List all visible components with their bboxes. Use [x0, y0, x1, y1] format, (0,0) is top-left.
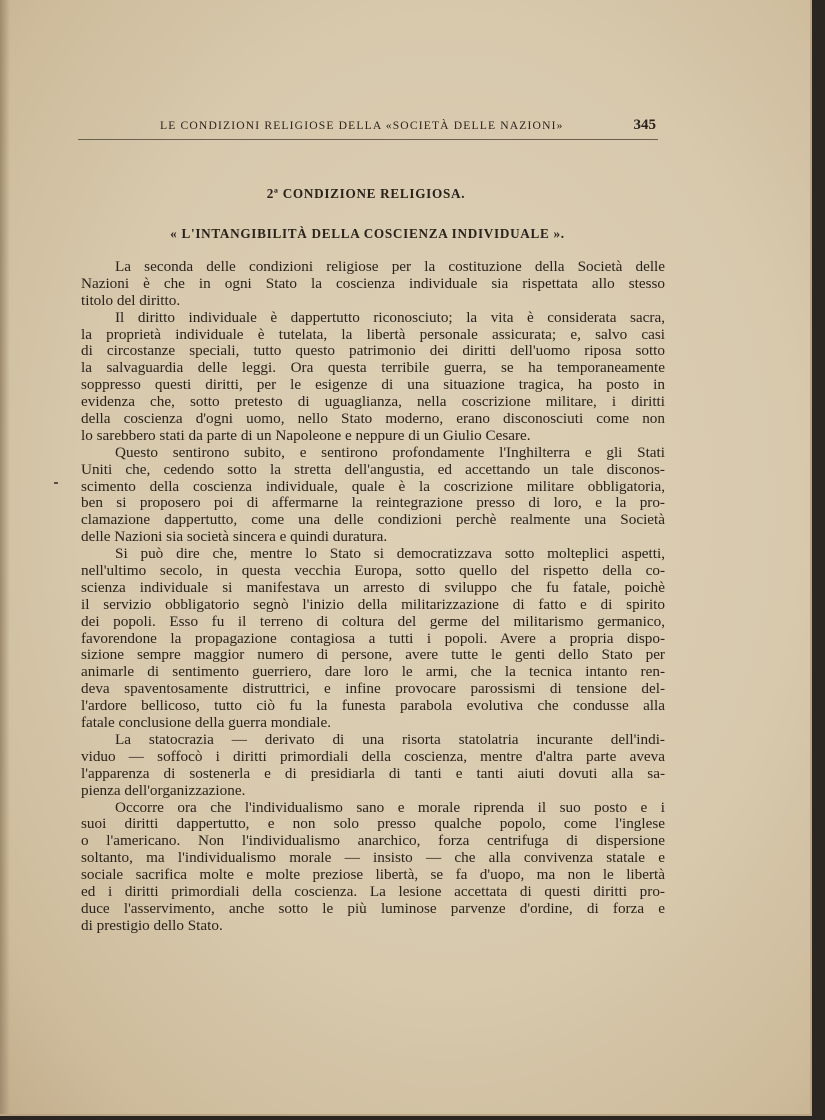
section-heading: 2ª CONDIZIONE RELIGIOSA. [266, 186, 466, 201]
text-line: scienza individuale si manifestava un arresto di sviluppo che fu fatale, poichè [81, 578, 665, 596]
text-line: Uniti che, cedendo sotto la stretta dell'angustia, ed accettando un tale disconos- [81, 460, 665, 478]
page-number: 345 [633, 117, 656, 133]
text-line: La statocrazia — derivato di una risorta statolatria incurante dell'indi- [115, 730, 665, 748]
text-line: deva spaventosamente distruttrici, e infine provocare parossismi di tensione del- [81, 680, 665, 698]
text-line: fatale conclusione della guerra mondiale. [81, 714, 332, 732]
running-head [78, 117, 658, 140]
text-line: delle Nazioni sia società sincera e quindi duratura. [81, 528, 388, 546]
text-line: duce l'asservimento, anche sotto le più luminose parvenze d'ordine, di forza e [81, 899, 665, 917]
text-line: Questo sentirono subito, e sentirono profondamente l'Inghilterra e gli Stati [115, 443, 665, 461]
text-line: o l'americano. Non l'individualismo anarchico, forza centrifuga di dispersione [81, 832, 665, 850]
body-text [81, 259, 665, 935]
text-line: favorendone la propagazione contagiosa a tutti i popoli. Avere a propria dispo- [81, 629, 665, 647]
text-line: pienza dell'organizzazione. [81, 781, 246, 799]
text-line: Nazioni è che in ogni Stato la coscienza individuale sia rispettata allo stesso [81, 274, 665, 292]
text-line: Il diritto individuale è dappertutto riconosciuto; la vita è considerata sacra, [115, 308, 665, 326]
text-line: nell'ultimo secolo, in questa vecchia Europa, sotto quello del rispetto della co- [81, 562, 665, 580]
text-line: Occorre ora che l'individualismo sano e morale riprenda il suo posto e i [115, 798, 665, 816]
text-line: la salvaguardia delle leggi. Ora questa terribile guerra, se ha temporaneamente [81, 359, 665, 377]
text-line: ed i diritti primordiali della coscienza. La lesione accettata di questi diritti pro- [81, 882, 665, 900]
text-line: soppresso questi diritti, per le esigenze di una situazione tragica, ha posto in [81, 376, 665, 394]
running-title: LE CONDIZIONI RELIGIOSE DELLA «SOCIETÀ DELLE NAZIONI» [160, 119, 564, 132]
text-line: suoi diritti dappertutto, e non solo presso qualche popolo, come l'inglese [81, 815, 665, 833]
text-line: della coscienza d'ogni uomo, nello Stato moderno, erano disconosciuti come non [81, 410, 665, 428]
text-line: evidenza che, sotto pretesto di uguaglianza, nella coscrizione militare, i diritti [81, 393, 665, 411]
text-line: il servizio obbligatorio segnò l'inizio della militarizzazione di fatto e di spirito [81, 595, 665, 613]
text-line: La seconda delle condizioni religiose per la costituzione della Società delle [115, 258, 665, 275]
text-line: la proprietà individuale è tutelata, la libertà personale assicurata; e, salvo casi [81, 325, 665, 343]
text-line: sizione sempre maggior numero di persone, avere tutte le genti dello Stato per [81, 646, 665, 664]
text-line: di prestigio dello Stato. [81, 916, 223, 934]
text-line: soltanto, ma l'individualismo morale — insisto — che alla convivenza statale e [81, 849, 665, 867]
section-subheading: « L'INTANGIBILITÀ DELLA COSCIENZA INDIVIDUALE ». [170, 226, 565, 241]
text-line: sociale sacrifica molte e molte preziose libertà, se fa d'uopo, ma non le libertà [81, 866, 665, 884]
ink-mark [54, 482, 58, 484]
text-line: di circostanze speciali, tutto questo patrimonio dei diritti dell'uomo riposa sotto [81, 342, 665, 360]
text-line: dei popoli. Esso fu il terreno di coltura del germe del militarismo germanico, [81, 612, 665, 630]
text-line: titolo del diritto. [81, 291, 181, 309]
text-line: Si può dire che, mentre lo Stato si democratizzava sotto molteplici aspetti, [115, 545, 665, 563]
text-line: scimento della coscienza individuale, quale è la coscrizione militare obbligatoria, [81, 477, 665, 495]
gutter-shadow [0, 0, 10, 1114]
text-line: l'ardore bellicoso, tutto ciò fu la funesta parabola evolutiva che condusse alla [81, 697, 665, 715]
text-line: l'apparenza di sostenerla e di presidiarla di tanti e tanti aiuti dovuti alla sa- [81, 764, 665, 782]
text-line: animarle di sentimento guerriero, dare loro le armi, che la tecnica intanto ren- [81, 663, 665, 681]
text-line: clamazione dappertutto, come una delle condizioni perchè realmente una Società [81, 511, 665, 529]
text-line: viduo — soffocò i diritti primordiali della coscienza, mentre d'altra parte aveva [81, 747, 665, 765]
text-line: lo sarebbero stati da parte di un Napoleone e neppure di un Giulio Cesare. [81, 426, 531, 444]
text-line: ben si proposero poi di affermarne la reintegrazione presso di loro, e la pro- [81, 494, 665, 512]
